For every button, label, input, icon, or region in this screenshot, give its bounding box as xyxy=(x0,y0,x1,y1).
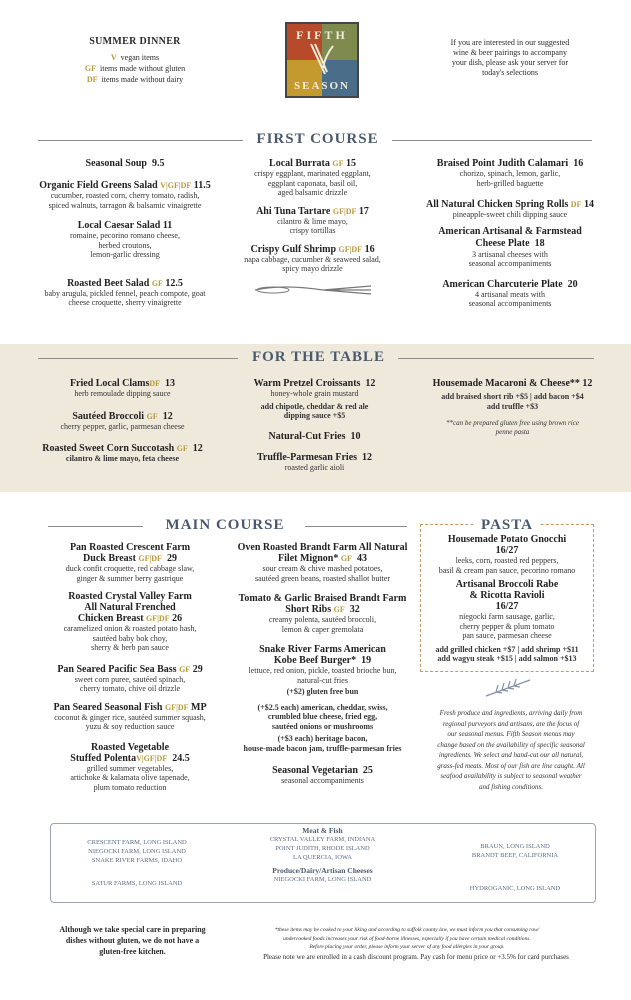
menu-title: SUMMER DINNER xyxy=(89,36,181,47)
header-block xyxy=(60,36,210,85)
divider xyxy=(305,526,407,527)
menu-item: Housemade Potato Gnocchi 16/27 xyxy=(447,534,567,556)
menu-item: Fried Local ClamsDF 13 xyxy=(69,378,176,389)
menu-item: Tomato & Garlic Braised Brandt Farm Short Ribs GF 32 xyxy=(238,593,407,615)
menu-item: Roasted Crystal Valley Farm All Natural Frenched Chicken Breast GF|DF 26 xyxy=(68,591,192,624)
menu-item: Pan Roasted Crescent Farm Duck Breast GF|DF 29 xyxy=(69,542,191,564)
menu-item: Seasonal Vegetarian 25 xyxy=(272,765,373,776)
menu-item: Pan Seared Pacific Sea Bass GF 29 xyxy=(57,663,203,675)
divider xyxy=(38,140,243,141)
divider xyxy=(398,358,594,359)
menu-item: Sautéed Broccoli GF 12 xyxy=(72,410,173,422)
menu-item: Braised Point Judith Calamari 16 xyxy=(436,158,584,169)
menu-item: American Charcuterie Plate 20 xyxy=(442,278,578,290)
menu-item: Truffle-Parmesan Fries 12 xyxy=(256,451,373,463)
for-the-table-col3: Housemade Macaroni & Cheese** 12 add braised short rib +$5 | add bacon +$4 add truffle +$3 **can be prepared gluten free using brown rice penne pasta xyxy=(420,378,605,437)
menu-item: Local Caesar Salad 11 xyxy=(77,220,173,231)
divider xyxy=(48,526,143,527)
menu-item: Seasonal Soup 9.5 xyxy=(85,158,165,169)
main-course-col1: Pan Roasted Crescent Farm Duck Breast GF|DF 29 duck confit croquette, red cabbage slaw, ginger & summer berry gastrique Roasted Crystal Valley Farm All Natural Frenched Chicken Breast GF|DF 26 caramelized onion & roasted potato hash, sautéed baby bok choy, sherry & herb pan sauce Pan Seared Pacific Sea Bass GF 29 sweet corn puree, sautéed spinach, cherry tomato, chive oil drizzle Pan Seared Seasonal Fish GF|DF MP coconut & ginger rice, sautéed summer squash, yuzu & soy reduction sauce Roasted Vegetable Stuffed PolentaV|GF|DF 24.5 grilled summer vegetables, artichoke & kalamata olive tapenade, plum tomato reduction xyxy=(40,542,220,792)
main-course-col2: Oven Roasted Brandt Farm All Natural Filet Mignon* GF 43 sour cream & chive mashed potatoes, sautéed green beans, roasted shallot butter Tomato & Garlic Braised Brandt Farm Short Ribs GF 32 creamy polenta, sautéed broccoli, lemon & caper gremolata Snake River Farms American Kobe Beef Burger* 19 lettuce, red onion, pickle, toasted brioche bun, natural-cut fries (+$2) gluten free bun (+$2.5 each) american, cheddar, swiss, crumbled blue cheese, fried egg, sautéed onions or mushrooms (+$3 each) heritage bacon, house-made bacon jam, truffle-parmesan fries Seasonal Vegetarian 25 seasonal accompaniments xyxy=(225,542,420,786)
menu-item: Oven Roasted Brandt Farm All Natural Filet Mignon* GF 43 xyxy=(237,542,408,564)
gluten-note: Although we take special care in preparing dishes without gluten, we do not have a gluten-free kitchen. xyxy=(59,925,206,956)
section-title-pasta: PASTA xyxy=(420,517,594,534)
menu-item: Snake River Farms American Kobe Beef Burger* 19 xyxy=(259,644,386,666)
menu-item: Natural-Cut Fries 10 xyxy=(268,430,361,442)
for-the-table-col1: Fried Local ClamsDF 13 herb remoulade dipping sauce Sautéed Broccoli GF 12 cherry pepper, garlic, parmesan cheese Roasted Sweet Corn Succotash GF 12 cilantro & lime mayo, feta cheese xyxy=(40,378,205,464)
farms-left: CRESCENT FARM, LONG ISLAND NIEGOCKI FARM, LONG ISLAND SNAKE RIVER FARMS, IDAHO SATUR FARMS, LONG ISLAND xyxy=(87,839,187,887)
menu-item: Roasted Vegetable Stuffed PolentaV|GF|DF 24.5 xyxy=(70,741,190,764)
menu-item: Housemade Macaroni & Cheese** 12 xyxy=(432,378,593,389)
farms-right: BRAUN, LONG ISLAND BRANDT BEEF, CALIFORNIA HYDROGANIC, LONG ISLAND xyxy=(469,843,561,892)
first-course-col3: Braised Point Judith Calamari 16 chorizo, spinach, lemon, garlic, herb-grilled baguette All Natural Chicken Spring Rolls DF 14 pineapple-sweet chili dipping sauce American Artisanal & Farmstead Cheese Plate 18 3 artisanal cheeses with seasonal accompaniments American Charcuterie Plate 20 4 artisanal meats with seasonal accompaniments xyxy=(410,158,610,309)
pasta-items: Housemade Potato Gnocchi 16/27 leeks, corn, roasted red peppers, basil & cream pan sauce, pecorino romano Artisanal Broccoli Rabe & Ricotta Ravioli 16/27 niegocki farm sausage, garlic, cherry pepper & plum tomato pan sauce, parmesan cheese add grilled chicken +$7 | add shrimp +$11 add wagyu steak +$15 | add salmon +$13 xyxy=(422,534,592,664)
utensils-icon xyxy=(305,42,339,78)
menu-item: Roasted Beet Salad GF 12.5 xyxy=(67,277,183,289)
logo-text-top: FIFTH xyxy=(296,28,348,42)
farms-center: Meat & Fish CRYSTAL VALLEY FARM, INDIANA POINT JUDITH, RHODE ISLAND LA QUERCIA, IOWA Produce/Dairy/Artisan Cheeses NIEGOCKI FARM, LONG ISLAND xyxy=(269,826,376,883)
fork-icon xyxy=(253,282,373,298)
cash-note: Please note we are enrolled in a cash discount program. Pay cash for menu price or +3.5% for card purchases xyxy=(263,953,569,961)
menu-item: Ahi Tuna Tartare GF|DF 17 xyxy=(256,205,369,217)
section-title-for-the-table: FOR THE TABLE xyxy=(251,349,386,365)
menu-item: Artisanal Broccoli Rabe & Ricotta Ravioli 16/27 xyxy=(455,579,559,612)
logo-text-bottom: SEASON xyxy=(293,80,351,92)
menu-item: Warm Pretzel Croissants 12 xyxy=(253,378,376,389)
menu-item: All Natural Chicken Spring Rolls DF 14 xyxy=(426,199,594,210)
sourcing-note: Fresh produce and ingredients, arriving daily from regional purveyors and artisans, are the focus of our seasonal menus. Fifth Season menus may change based on the availability of specific seasonal ingredients. We select and hand-cut our all natural, grass-fed meats. Most of our fish are line caught. All seafood availability is subject to seasonal weather and fishing conditions. xyxy=(437,709,585,791)
menu-item: Crispy Gulf Shrimp GF|DF 16 xyxy=(250,243,375,255)
section-title-main-course: MAIN COURSE xyxy=(165,517,285,533)
legend-item: GF items made without gluten xyxy=(84,64,186,73)
divider xyxy=(392,140,592,141)
pairing-note: If you are interested in our suggested wine & beer pairings to accompany your dish, please ask your server for today's selections xyxy=(450,38,570,77)
wheat-icon xyxy=(484,676,534,698)
menu-item: Organic Field Greens Salad V|GF|DF 11.5 xyxy=(39,180,211,191)
for-the-table-col2: Warm Pretzel Croissants 12 honey-whole grain mustard add chipotle, cheddar & red ale dipping sauce +$5 Natural-Cut Fries 10 Truffle-Parmesan Fries 12 roasted garlic aioli xyxy=(232,378,397,472)
section-title-first-course: FIRST COURSE xyxy=(256,131,379,147)
first-course-col2: Local Burrata GF 15 crispy eggplant, marinated eggplant, eggplant caponata, basil oil, aged balsamic drizzle Ahi Tuna Tartare GF|DF 17 cilantro & lime mayo, crispy tortillas Crispy Gulf Shrimp GF|DF 16 napa cabbage, cucumber & seaweed salad, spicy mayo drizzle xyxy=(230,158,395,303)
menu-item: American Artisanal & Farmstead Cheese Plate 18 xyxy=(438,225,582,249)
first-course-col1: Seasonal Soup 9.5 Organic Field Greens Salad V|GF|DF 11.5 cucumber, roasted corn, cherry tomato, radish, spiced walnuts, tarragon & balsamic vinaigrette Local Caesar Salad 11 romaine, pecorino romano cheese, herbed croutons, lemon-garlic dressing Roasted Beet Salad GF 12.5 baby arugula, pickled fennel, peach compote, goat cheese croquette, sherry vinaigrette xyxy=(30,158,220,308)
logo xyxy=(285,22,359,98)
divider xyxy=(38,358,238,359)
disclaimer: *these items may be cooked to your liking and according to suffolk county law, we must inform you that consuming raw/ undercooked foods increases your risk of food-borne illnesses, especially if you have certain medical conditions. Before placing your order, please inform your server of any food allergies in your group. xyxy=(274,927,540,950)
legend-item: V vegan items xyxy=(110,53,160,62)
menu-item: Local Burrata GF 15 xyxy=(269,158,356,169)
menu-item: Pan Seared Seasonal Fish GF|DF MP xyxy=(53,701,207,713)
legend-item: DF items made without dairy xyxy=(86,75,184,84)
menu-item: Roasted Sweet Corn Succotash GF 12 xyxy=(42,443,203,454)
legend xyxy=(60,52,210,85)
